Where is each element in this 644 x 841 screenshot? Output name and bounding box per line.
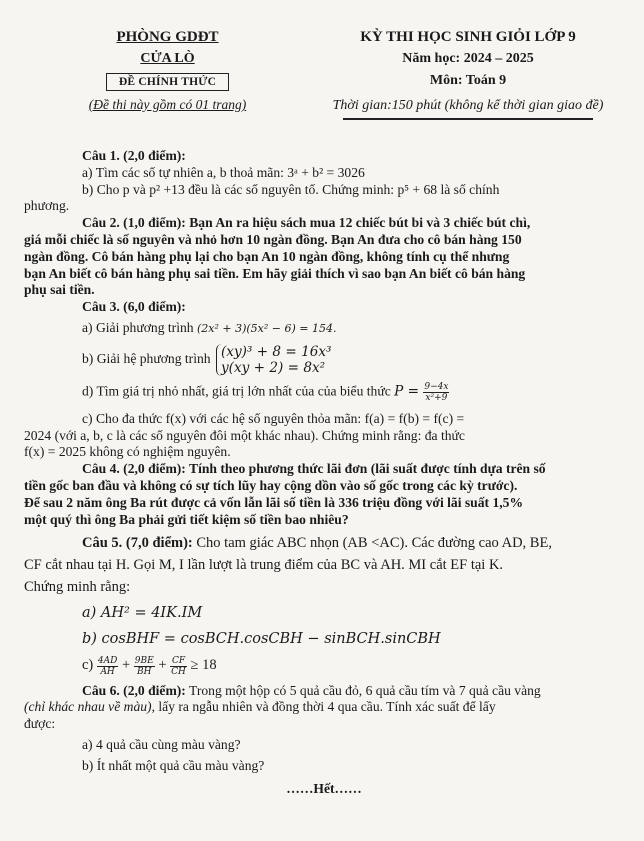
exam-time: Thời gian:150 phút (không kể thời gian giao đề) (332, 98, 604, 113)
exam-body (24, 148, 624, 797)
q3-fraction-den: x²+9 (425, 392, 448, 403)
q1-part-a: a) Tìm các số tự nhiên a, b thoả mãn: 3ᵃ + b² = 3026 (82, 164, 365, 180)
q6-text-2-italic: (chỉ khác nhau về màu) (24, 699, 152, 715)
q6-part-a: a) 4 quả cầu cùng màu vàng? (82, 736, 241, 752)
q2-text-2: giá mỗi chiếc là số nguyên và nhỏ hơn 10 ngàn đồng. Bạn An đưa cho cô bán hàng 150 (24, 231, 522, 247)
q3-part-c-1: c) Cho đa thức f(x) với các hệ số nguyên thỏa mãn: f(a) = f(b) = f(c) = (82, 410, 465, 426)
page-count-note: (Đề thi này gồm có 01 trang) (88, 97, 247, 112)
official-stamp: ĐỀ CHÍNH THỨC (106, 73, 229, 91)
q5-fraction-3 (170, 656, 187, 677)
q2-title: Câu 2. (1,0 điểm): (82, 215, 186, 231)
q6-text-2-rest: , lấy ra ngẫu nhiên và đồng thời 4 qua cầu. Tính xác suất để lấy (151, 699, 496, 715)
q5-part-b: b) cosBHF = cosBCH.cosCBH − sinBCH.sinCBH (82, 631, 441, 648)
q3-title: Câu 3. (6,0 điểm): (82, 299, 186, 315)
q3-part-b-label: b) Giải hệ phương trình (82, 350, 214, 366)
q3-system-brace (216, 344, 332, 376)
subject: Môn: Toán 9 (429, 73, 507, 88)
header-left (60, 26, 275, 113)
q3-part-d-label: d) Tìm giá trị nhỏ nhất, giá trị lớn nhất của của biểu thức (82, 383, 395, 399)
q3-part-c-2: 2024 (với a, b, c là các số nguyên đôi một khác nhau). Chứng minh rằng: đa thức (24, 427, 465, 443)
q2-text-5: phụ sai tiền. (24, 282, 95, 298)
q5-plus-1: + (118, 657, 134, 674)
q5-plus-2: + (154, 657, 171, 674)
q2-text-1: Bạn An ra hiệu sách mua 12 chiếc bút bi và 3 chiếc bút chì, (185, 215, 531, 231)
q2-text-3: ngàn đồng. Cô bán hàng phụ lại cho bạn An 10 ngàn đồng, không tính cụ thể nhưng (24, 248, 510, 264)
q3-fraction (423, 382, 449, 403)
q5-text-2: CF cắt nhau tại H. Gọi M, I lần lượt là trung điểm của BC và AH. MI cắt EF tại K. (24, 557, 504, 574)
q3-fraction-num: 9−4x (424, 381, 449, 392)
q5-part-a: a) AH² = 4IK.IM (82, 605, 203, 622)
department-name: PHÒNG GDĐT (116, 29, 219, 45)
q5-frac3-den: CH (171, 666, 186, 677)
q1-part-b: b) Cho p và p² +13 đều là các số nguyên tố. Chứng minh: p⁵ + 68 là số chính (82, 181, 500, 197)
q5-part-c-label: c) (82, 657, 97, 674)
q5-text-1: Cho tam giác ABC nhọn (AB <AC). Các đường cao AD, BE, (192, 535, 552, 552)
q4-text-4: một quý thì ông Ba phải gửi tiết kiệm số tiền bao nhiêu? (24, 511, 349, 527)
q2-text-4: bạn An biết cô bán hàng phụ sai tiền. Em hãy giải thích vì sao bạn An biết cô bán hàng (24, 265, 526, 281)
district-name: CỬA LÒ (140, 51, 195, 66)
q6-title: Câu 6. (2,0 điểm): (82, 682, 186, 698)
q4-title: Câu 4. (2,0 điểm): (82, 461, 186, 477)
header-right (318, 26, 618, 120)
q5-frac3-num: CF (171, 655, 186, 666)
q5-frac1-den: AH (100, 666, 115, 677)
q3-part-a-equation: (2x² + 3)(5x² − 6) = 154. (196, 321, 337, 335)
q3-part-a-label: a) Giải phương trình (82, 319, 197, 335)
q3-system-eq-1: (xy)³ + 8 = 16x³ (220, 343, 332, 360)
end-marker: ……Hết…… (286, 780, 362, 796)
q4-text-1: Tính theo phương thức lãi đơn (lãi suất được tính dựa trên số (185, 461, 546, 477)
school-year: Năm học: 2024 – 2025 (402, 51, 534, 66)
q6-text-1: Trong một hộp có 5 quả cầu đỏ, 6 quả cầu tím và 7 quả cầu vàng (185, 682, 541, 698)
q5-inequality-tail: ≥ 18 (186, 657, 217, 674)
time-underline (343, 118, 593, 120)
q3-part-d-p: P = (394, 383, 424, 400)
q3-system-eq-2: y(xy + 2) = 8x² (220, 359, 326, 376)
q3-part-c-3: f(x) = 2025 không có nghiệm nguyên. (24, 444, 231, 460)
q5-frac2-den: BH (137, 666, 152, 677)
exam-title: KỲ THI HỌC SINH GIỎI LỚP 9 (360, 29, 576, 45)
q1-part-b-cont: phương. (24, 198, 70, 214)
q5-frac2-num: 9BE (134, 655, 154, 666)
q5-fraction-1 (97, 656, 118, 677)
q1-title: Câu 1. (2,0 điểm): (82, 148, 186, 163)
q6-part-b: b) Ít nhất một quả cầu màu vàng? (82, 757, 265, 773)
q4-text-2: tiền gốc ban đầu và không có sự tích lũy hay cộng dồn vào số gốc trong các kỳ trước). (24, 477, 518, 493)
q5-fraction-2 (134, 656, 155, 677)
q6-text-3: được: (24, 716, 56, 732)
q4-text-3: Để sau 2 năm ông Ba rút được cả vốn lẫn lãi số tiền là 336 triệu đồng với lãi suất 1,5% (24, 494, 524, 510)
q5-title: Câu 5. (7,0 điểm): (82, 535, 193, 552)
q5-text-3: Chứng minh rằng: (24, 579, 131, 596)
q5-frac1-num: 4AD (97, 655, 118, 666)
